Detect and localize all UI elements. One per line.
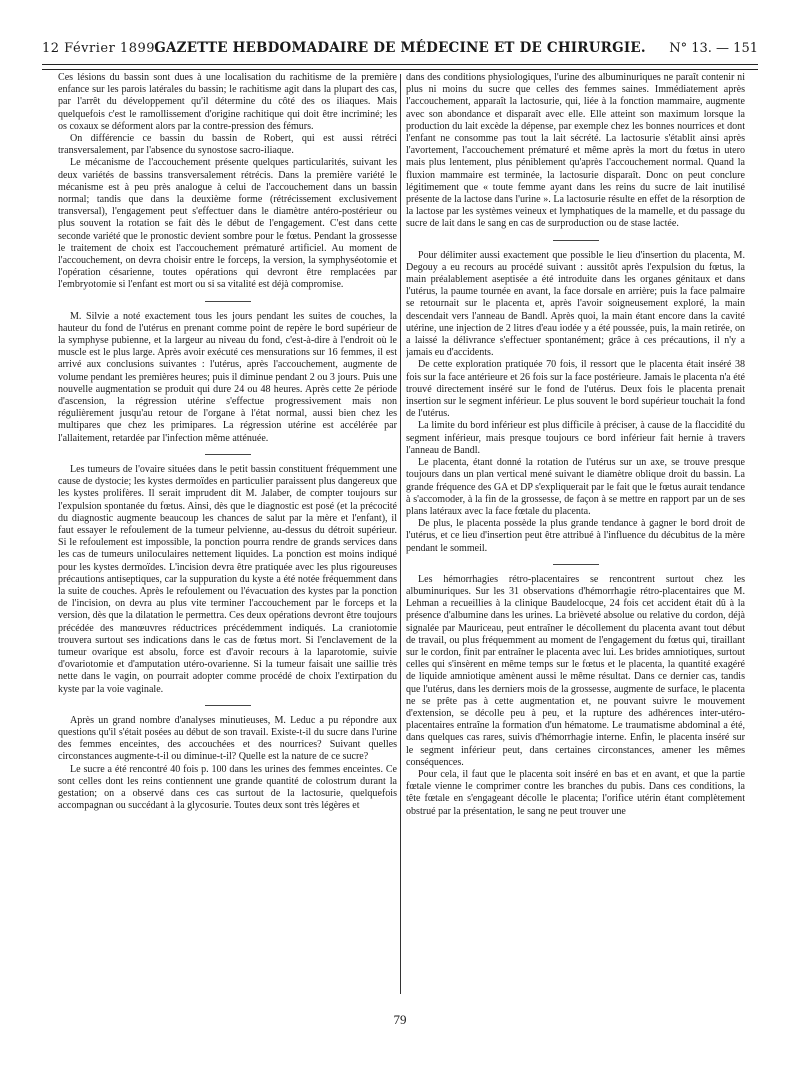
paragraph: De plus, le placenta possède la plus grande tendance à gagner le bord droit de l'utérus, et ce lieu d'insertion peut être attribué à l'influence du décubitus de la mère pendant le sommeil. [406,518,745,554]
article-body [58,72,758,1002]
paragraph: Pour délimiter aussi exactement que possible le lieu d'insertion du placenta, M. Degouy a eu recours au procédé suivant : aussitôt après l'expulsion du fœtus, la main préalablement aseptisée a été introduite dans les organes génitaux et dans l'utérus, la paume tournée en avant, la face dorsale en arrière; puis la face palmaire se retournait sur le placenta et, après l'avoir soigneusement exploré, la main descendait vers l'anneau de Bandl. Après quoi, la main étant encore dans la cavité utérine, une injection de 2 litres d'eau iodée y a été poussée, puis, la main retirée, on a laissé la délivrance s'effectuer spontanément; grâce à ces précautions, il n'y a jamais eu d'accidents. [406,249,745,359]
section-separator [205,705,251,706]
journal-title: GAZETTE HEBDOMADAIRE DE MÉDECINE ET DE CHIRURGIE. [154,40,646,56]
section-separator [553,564,599,565]
left-column [58,72,397,1002]
page-number: 79 [393,1012,407,1027]
header-date: 12 Février 1899. [42,41,160,56]
header-rule [42,64,758,70]
issue-page-number: N° 13. — 151 [669,41,758,56]
paragraph: Le mécanisme de l'accouchement présente quelques particularités, suivant les deux variétés de bassins transversalement rétrécis. Dans la première variété le mécanisme est à peu près analogue à celui de l'accouchement dans un bassin normal; tandis que dans la deuxième forme (rétrécissement exclusivement transversal), l'engagement peut s'effectuer dans le diamètre antéro-postérieur ou plus souvent la rotation se fait dès le début de l'engagement. C'est dans cette seconde variété que le pronostic devient sombre pour le fœtus. Pendant la grossesse le traitement de choix est l'accouchement prématuré artificiel. Au moment de l'accouchement, on devra choisir entre le forceps, la version, la symphyséotomie et l'opération césarienne, toutes opérations qui devront être remplacées par l'embryotomie si l'enfant est mort ou si sa vitalité est déjà compromise. [58,157,397,291]
paragraph: Pour cela, il faut que le placenta soit inséré en bas et en avant, et que la partie fœtale vienne le comprimer contre les branches du pubis. Dans ces conditions, la tête fœtale en s'engageant décolle le placenta; l'orifice utérin étant complètement obstrué par la présentation, le sang ne peut trouver une [406,768,745,817]
section-separator [205,301,251,302]
paragraph: Les tumeurs de l'ovaire situées dans le petit bassin constituent fréquemment une cause de dystocie; les kystes dermoïdes en particulier paraissent plus dangereux que les kystes prolifères. Il serait imprudent dit M. Jalaber, de compter toujours sur l'expulsion spontanée du fœtus. Ainsi, dès que le diagnostic est posé (et la précocité du diagnostic augmente beaucoup les chances de salut par la mère et l'enfant), il faut essayer le refoulement de la tumeur pelvienne, au-dessus du détroit supérieur. Si le refoulement est impossible, la ponction pourra rendre de grands services dans les cas de tumeurs uniloculaires nettement liquides. La ponction est moins indiqué pour les kystes dermoïdes. L'incision devra être pratiquée avec les plus rigoureuses précautions antiseptiques, car la suppuration du kyste a été notée fréquemment dans la suite de couches. Après le refoulement ou l'évacuation des kystes par la ponction de l'incision, on devra au plus vite terminer l'accouchement par le forceps et la version, dès que la dilatation le permettra. Ces deux opérations devront être toujours précédée des manœuvres réductrices précédemment indiqués. La craniotomie trouvera surtout ses indications dans le cas de fœtus mort. Si l'enclavement de la tumeur ovarique est absolu, force est d'avoir recours à la laparotomie, suivie d'ovariotomie et d'amputation utéro-ovarienne. Si la tumeur faisait une saillie très nette dans le vagin, on pourrait adopter comme procédé de choix l'extirpation du kyste par la voie vaginale. [58,463,397,695]
paragraph: De cette exploration pratiquée 70 fois, il ressort que le placenta était inséré 38 fois sur la face antérieure et 26 fois sur la face postérieure. Jamais le placenta n'a été trouvé directement inséré sur le fond de l'utérus. Deux fois le placenta prenait insertion sur le segment inférieur. Le plus souvent le bord supérieur touchait la fond de l'utérus. [406,359,745,420]
paragraph: Le placenta, étant donné la rotation de l'utérus sur un axe, se trouve presque toujours dans un plan vertical mené suivant le diamètre oblique droit du bassin. La grande fréquence des GA et DP s'expliquerait par le fait que le fœtus aurait tendance à s'accomoder, à la fin de la grossesse, de façon à se mettre en rapport par un de ses plans latéraux avec la face fœtale du placenta. [406,457,745,517]
running-header [42,38,758,62]
section-separator [205,454,251,455]
paragraph: Ces lésions du bassin sont dues à une localisation du rachitisme de la première enfance sur les parois latérales du bassin; le rachitisme agit dans la plupart des cas, par l'arrêt du développement qu'il détermine du côté des os iliaques. Mais quelquefois c'est le ramollissement d'origine rachitique qui doit être incriminé; les os coxaux se déforment alors par la contre-pression des fémurs. [58,72,397,132]
paragraph: On différencie ce bassin du bassin de Robert, qui est aussi rétréci transversalement, par l'absence du synostose sacro-iliaque. [58,133,397,157]
paragraph: La limite du bord inférieur est plus difficile à préciser, à cause de la flaccidité du segment inférieur, mais presque toujours ce bord inférieur fait hernie à travers l'anneau de Bandl. [406,420,745,456]
paragraph: dans des conditions physiologiques, l'urine des albuminuriques ne paraît contenir ni plus ni moins du sucre que celles des femmes saines. Immédiatement après l'accouchement, apparaît la lactosurie, qui, liée à la fonction mammaire, augmente avec son abondance et disparaît avec elle. Elle atteint son maximum lorsque la production du lait excède la dépense, par exemple chez les bonnes nourrices et dont l'enfant ne consomme pas tout la lait sécrété. La lactosurie s'établit ainsi après l'avortement, l'accouchement prématuré et même après la mort du fœtus in utero mais plus lentement, plus péniblement qu'après l'accouchement normal. Quand la fluxion mammaire est terminée, la lactosurie disparaît. Donc on peut conclure légitimement que « toute femme ayant dans les reins du sucre de lait inutilisé présente de la lactose dans l'urine ». La lactosurie résulte en effet de la résorption de la lactose par les systèmes veineux et lymphatiques de la mamelle, et du passage du sucre de lait dans le sang en cas de surproduction ou de stase lactée. [406,72,745,230]
paragraph: Après un grand nombre d'analyses minutieuses, M. Leduc a pu répondre aux questions qu'il s'était posées au début de son travail. Existe-t-il du sucre dans l'urine des femmes enceintes, des accouchées et des nourrices? Suivant quelles circonstances augmente-t-il ou diminue-t-il? Quelle est la nature de ce sucre? [58,714,397,763]
paragraph: M. Silvie a noté exactement tous les jours pendant les suites de couches, la hauteur du fond de l'utérus en prenant comme point de repère le bord supérieur de la symphyse pubienne, et la largeur au niveau du fond, c'est-à-dire à l'endroit où le muscle est le plus large. Après avoir exécuté ces mensurations sur 16 femmes, il est arrivé aux conclusions suivantes : l'utérus, après l'accouchement, augmente de volume pendant les premières heures; puis il diminue pendant 2 ou 3 jours. Puis une nouvelle augmentation se produit qui dure 24 ou 48 heures. Après cette 2e période d'ascension, la régression utérine s'effectue progressivement mais non régulièrement jusqu'au retour de l'organe à l'état normal, aussi bien chez les multipares que chez les primipares. La régression utérine est accélérée par l'allaitement, retardée par l'infection même atténuée. [58,310,397,444]
paragraph: Les hémorrhagies rétro-placentaires se rencontrent surtout chez les albuminuriques. Sur les 31 observations d'hémorrhagie rétro-placentaires que M. Lehman a recueillies à la clinique Baudelocque, 24 fois cet accident était dû à la présence d'albumine dans les urines. La brièveté absolue ou relative du cordon, déjà signalée par Mauriceau, peut entraîner le décollement du placenta avant tout début de travail, ou plus fréquemment au moment de l'engagement du fœtus qui, tiraillant sur le cordon, finit par entraîner le placenta avec lui. Les brides amniotiques, surtout celles qui s'insèrent en même temps sur le fœtus et le placenta, la quantité exagéré de liquide amniotique amènent aussi le même résultat. Dans ce dernier cas, tandis que l'utérus, dans les derniers mois de la grossesse, augmente de surface, le placenta ne se prête pas à cette augmentation et, ne pouvant suivre le mouvement d'extension, se décolle peu à peu, et la rupture des adhérences inter-utéro-placentaires entraîne la formation d'un hématome. Le traumatisme abdominal a été, dans quelques cas rares, suivis d'hémorrhagie interne. Enfin, le placenta inséré sur le segment inférieur peut, dans certaines circonstances, amener les mêmes conséquences. [406,573,745,768]
right-column [406,72,745,1002]
paragraph: Le sucre a été rencontré 40 fois p. 100 dans les urines des femmes enceintes. Ce sont celles dont les reins contiennent une grande quantité de colostrum durant la gestation; on a observé dans ces cas surtout de la lactosurie, quelquefois accompagnan ou succédant à la glycosurie. Toutes deux sont très légères et [58,763,397,812]
section-separator [553,240,599,241]
